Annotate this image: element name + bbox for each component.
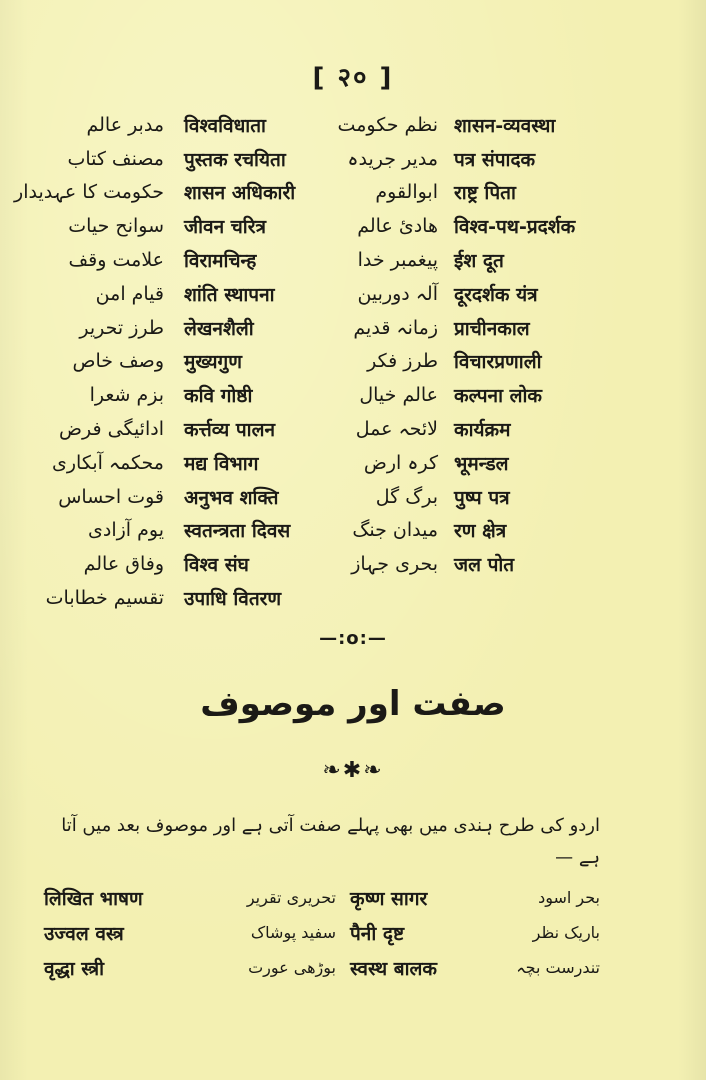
hindi-term: विचारप्रणाली <box>454 351 542 374</box>
urdu-term: زمانہ قدیم <box>353 316 438 339</box>
hindi-term: स्वतन्त्रता दिवस <box>184 520 291 543</box>
vocab-row <box>32 345 598 379</box>
urdu-term: محکمہ آبکاری <box>52 451 164 474</box>
urdu-phrase: باریک نظر <box>532 923 600 942</box>
hindi-phrase: लिखित भाषण <box>44 887 143 910</box>
hindi-term: विश्वविधाता <box>184 114 266 137</box>
urdu-phrase: بحر اسود <box>538 888 600 907</box>
hindi-term: जीवन चरित्र <box>184 216 266 239</box>
floral-ornament-icon: ❧✱❧ <box>322 758 384 783</box>
vocab-row <box>32 209 598 243</box>
hindi-phrase: उज्वल वस्त्र <box>44 922 124 945</box>
vocab-row <box>32 243 598 277</box>
vocab-row <box>32 547 598 581</box>
urdu-term: لائحہ عمل <box>355 418 438 441</box>
examples-table <box>44 880 600 985</box>
urdu-term: آلہ دوربین <box>357 282 438 305</box>
urdu-term: بزم شعرا <box>89 384 164 407</box>
hindi-phrase: स्वस्थ बालक <box>350 957 437 980</box>
urdu-term: بحری جہاز <box>351 553 438 576</box>
section-divider: —:o:— <box>319 628 387 649</box>
hindi-term: विरामचिन्ह <box>184 250 257 273</box>
urdu-term: مدیر جریدہ <box>347 147 438 170</box>
urdu-term: وصف خاص <box>72 350 164 373</box>
hindi-term: कवि गोष्ठी <box>184 385 253 408</box>
hindi-term: पुस्तक रचयिता <box>184 148 286 171</box>
vocab-row <box>32 108 598 142</box>
urdu-term: پیغمبر خدا <box>357 249 438 272</box>
vocab-row <box>32 378 598 412</box>
vocab-row <box>32 311 598 345</box>
urdu-term: ادائیگی فرض <box>59 418 164 441</box>
urdu-term: نظم حکومت <box>337 113 438 136</box>
vocab-row <box>32 480 598 514</box>
vocab-row <box>32 412 598 446</box>
hindi-phrase: पैनी दृष्ट <box>350 922 405 945</box>
hindi-term: भूमन्डल <box>454 452 509 475</box>
hindi-term: मुख्यगुण <box>184 351 242 374</box>
urdu-phrase: تحریری تقریر <box>246 888 336 907</box>
hindi-term: पुष्प पत्र <box>454 486 510 509</box>
hindi-term: शांति स्थापना <box>184 283 275 306</box>
hindi-term: विश्व संघ <box>184 554 249 577</box>
page-number: [ २० ] <box>312 63 394 93</box>
urdu-term: مدبر عالم <box>86 113 164 136</box>
hindi-phrase: कृष्ण सागर <box>350 887 428 910</box>
hindi-term: दूरदर्शक यंत्र <box>454 283 538 306</box>
hindi-term: उपाधि वितरण <box>184 588 282 611</box>
example-row <box>44 880 600 915</box>
example-row <box>44 950 600 985</box>
vocab-row <box>32 142 598 176</box>
hindi-term: कार्यक्रम <box>454 419 511 442</box>
urdu-term: عالم خیال <box>359 384 438 407</box>
urdu-term: وفاق عالم <box>83 553 164 576</box>
hindi-term: शासन-व्यवस्था <box>454 114 556 137</box>
urdu-term: ابوالقوم <box>375 181 438 204</box>
urdu-term: تقسیم خطابات <box>45 587 164 610</box>
section-title: صفت اور موصوف <box>200 684 506 724</box>
vocab-row <box>32 277 598 311</box>
vocab-row <box>14 176 598 210</box>
urdu-term: قیام امن <box>95 282 164 305</box>
urdu-phrase: بوڑھی عورت <box>248 958 336 977</box>
urdu-term: میدان جنگ <box>352 519 438 542</box>
urdu-term: حکومت کا عہدیدار <box>14 181 164 204</box>
urdu-term: برگ گل <box>375 485 438 508</box>
vocab-row <box>32 581 598 615</box>
hindi-term: ईश दूत <box>454 250 504 273</box>
urdu-term: علامت وقف <box>68 249 164 272</box>
urdu-term: مصنف کتاب <box>67 147 164 170</box>
hindi-term: लेखनशैली <box>184 317 254 340</box>
urdu-term: کرہ ارض <box>363 451 438 474</box>
vocabulary-table <box>14 108 598 615</box>
urdu-term: سوانح حیات <box>68 215 164 238</box>
hindi-phrase: वृद्धा स्त्री <box>44 957 105 980</box>
hindi-term: शासन अधिकारी <box>184 182 296 205</box>
urdu-term: طرز تحریر <box>79 316 164 339</box>
urdu-phrase: تندرست بچہ <box>516 958 600 977</box>
hindi-term: मद्य विभाग <box>184 452 259 475</box>
hindi-term: राष्ट्र पिता <box>454 182 516 205</box>
vocab-row <box>32 446 598 480</box>
intro-paragraph: اردو کی طرح ہندی میں بھی پہلے صفت آتی ہے اور موصوف بعد میں آتا ہے — <box>61 815 600 868</box>
hindi-term: कर्त्तव्य पालन <box>184 419 275 442</box>
hindi-term: रण क्षेत्र <box>454 520 507 543</box>
urdu-term: قوت احساس <box>58 485 164 508</box>
hindi-term: प्राचीनकाल <box>454 317 530 340</box>
hindi-term: जल पोत <box>454 554 515 577</box>
hindi-term: अनुभव शक्ति <box>184 486 279 509</box>
hindi-term: पत्र संपादक <box>454 148 536 171</box>
urdu-term: هادئ عالم <box>357 215 438 238</box>
hindi-term: विश्व-पथ-प्रदर्शक <box>454 216 576 239</box>
vocab-row <box>32 514 598 548</box>
urdu-term: یوم آزادی <box>88 519 164 542</box>
urdu-term: طرز فکر <box>367 350 438 373</box>
hindi-term: कल्पना लोक <box>454 385 543 408</box>
urdu-phrase: سفید پوشاک <box>250 923 336 942</box>
example-row <box>44 915 600 950</box>
